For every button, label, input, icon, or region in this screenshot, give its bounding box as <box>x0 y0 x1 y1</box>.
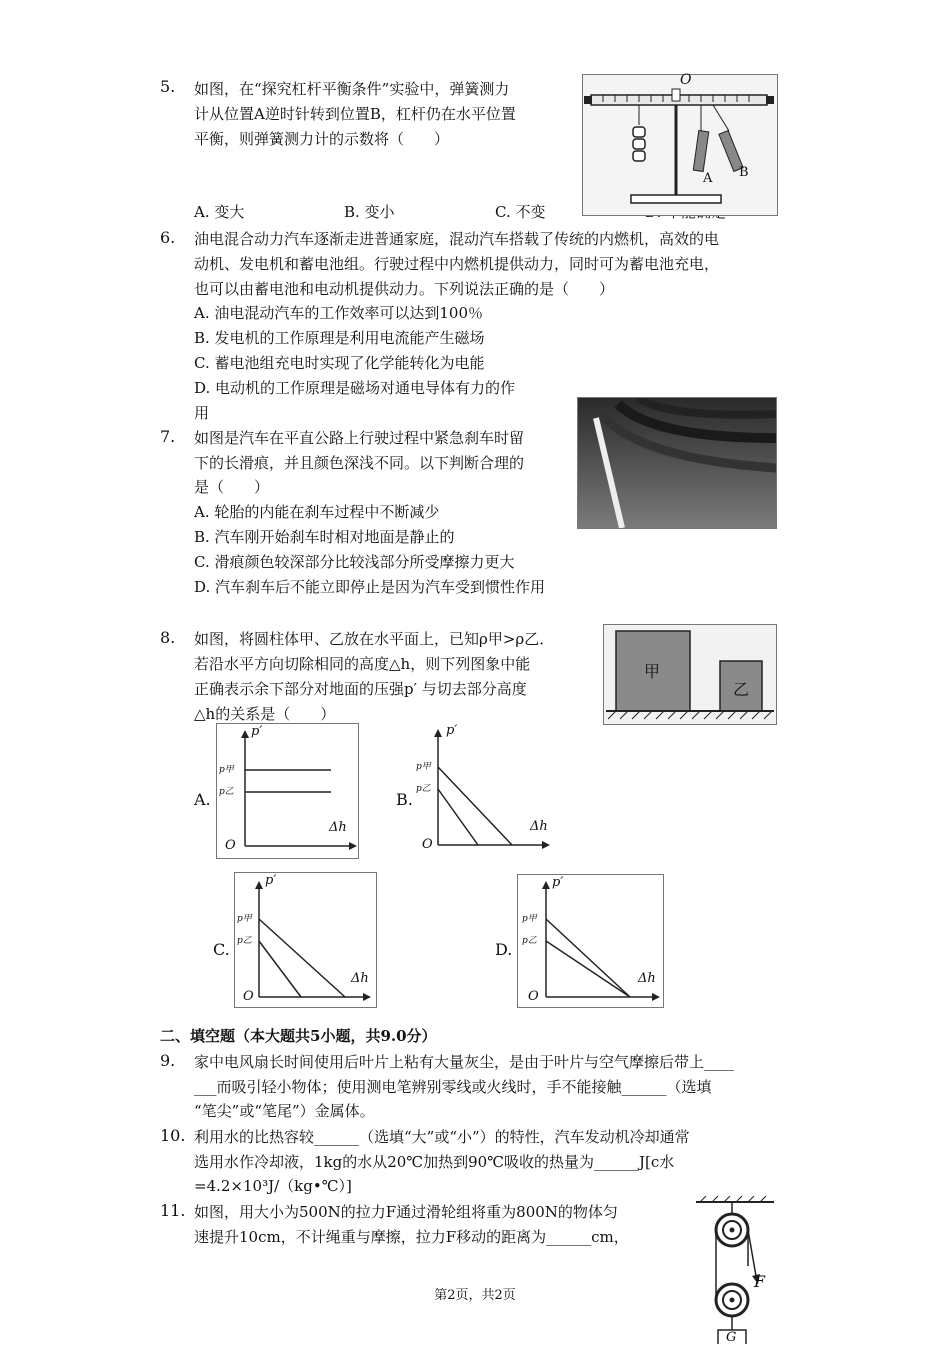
graph-a <box>216 723 359 859</box>
lever-figure <box>582 74 778 216</box>
q6-line-3: 也可以由蓄电池和电动机提供动力。下列说法正确的是（ ） <box>194 280 615 298</box>
pulley-label-f: F <box>754 1272 766 1291</box>
q7-line-1: 如图是汽车在平直公路上行驶过程中紧急刹车时留 <box>194 429 525 447</box>
q7-option-a: A. 轮胎的内能在刹车过程中不断减少 <box>194 503 440 521</box>
graph-a-label: A. <box>194 790 211 809</box>
q10-line-3: =4.2×10³J/（kg•℃）] <box>194 1177 352 1195</box>
graph-c <box>234 872 377 1008</box>
block-label-jia: 甲 <box>644 662 661 681</box>
graph-d-y-label: p′ <box>552 875 564 890</box>
q8-line-3: 正确表示余下部分对地面的压强p′ 与切去部分高度 <box>194 680 527 698</box>
graph-b-y-label: p′ <box>446 723 458 738</box>
graph-c-pyi: p乙 <box>237 936 252 946</box>
cylinders-figure <box>603 624 777 725</box>
lever-label-b: B <box>739 165 749 180</box>
q11-line-1: 如图，用大小为500N的拉力F通过滑轮组将重为800N的物体匀 <box>194 1203 618 1221</box>
graph-d-x-label: Δh <box>638 971 656 986</box>
graph-d <box>517 874 664 1008</box>
q5-line-2: 计从位置A逆时针转到位置B，杠杆仍在水平位置 <box>194 105 516 123</box>
graph-a-pjia: p甲 <box>219 765 234 775</box>
q6-line-2: 动机、发电机和蓄电池组。行驶过程中内燃机提供动力，同时可为蓄电池充电， <box>194 255 720 273</box>
q6-option-a: A. 油电混动汽车的工作效率可以达到100％ <box>194 304 484 322</box>
q9-line-2: ___而吸引轻小物体；使用测电笔辨别零线或火线时，手不能接触______（选填 <box>194 1078 712 1096</box>
lever-label-a: A <box>703 171 713 186</box>
graph-b-x-label: Δh <box>530 819 548 834</box>
block-label-yi: 乙 <box>733 680 750 699</box>
graph-b-label: B. <box>396 790 413 809</box>
q10-line-2: 选用水作冷却液，1kg的水从20℃加热到90℃吸收的热量为______J[c水 <box>194 1153 675 1171</box>
q8-line-2: 若沿水平方向切除相同的高度△h，则下列图象中能 <box>194 655 531 673</box>
q7-option-b: B. 汽车刚开始刹车时相对地面是静止的 <box>194 528 455 546</box>
graph-d-pyi: p乙 <box>522 936 537 946</box>
q7-line-3: 是（ ） <box>194 478 270 496</box>
graph-d-origin: O <box>528 989 539 1004</box>
graph-a-x-label: Δh <box>329 820 347 835</box>
q5-option-c: C. 不变 <box>495 203 546 221</box>
graph-c-label: C. <box>213 940 230 959</box>
q8-line-1: 如图，将圆柱体甲、乙放在水平面上，已知ρ甲>ρ乙． <box>194 630 555 648</box>
q6-option-c: C. 蓄电池组充电时实现了化学能转化为电能 <box>194 354 485 372</box>
q7-option-d: D. 汽车刹车后不能立即停止是因为汽车受到惯性作用 <box>194 578 546 596</box>
q6-number: 6. <box>160 228 176 247</box>
q6-option-b: B. 发电机的工作原理是利用电流能产生磁场 <box>194 329 485 347</box>
graph-b-pjia: p甲 <box>416 762 431 772</box>
q5-line-1: 如图，在“探究杠杆平衡条件”实验中，弹簧测力 <box>194 80 510 98</box>
q5-line-3: 平衡，则弹簧测力计的示数将（ ） <box>194 130 450 148</box>
q10-line-1: 利用水的比热容较______（选填“大”或“小”）的特性，汽车发动机冷却通常 <box>194 1128 690 1146</box>
graph-a-pyi: p乙 <box>219 787 234 797</box>
q6-option-d: D. 电动机的工作原理是磁场对通电导体有力的作 <box>194 379 516 397</box>
page-footer: 第2页，共2页 <box>434 1288 516 1303</box>
q5-number: 5. <box>160 77 176 96</box>
q5-option-a: A. 变大 <box>194 203 245 221</box>
q11-line-2: 速提升10cm，不计绳重与摩擦，拉力F移动的距离为______cm， <box>194 1228 629 1246</box>
pulley-label-g: G <box>726 1330 737 1345</box>
graph-c-origin: O <box>243 989 254 1004</box>
q7-option-c: C. 滑痕颜色较深部分比较浅部分所受摩擦力更大 <box>194 553 515 571</box>
q6-line-1: 油电混合动力汽车逐渐走进普通家庭，混动汽车搭载了传统的内燃机，高效的电 <box>194 230 720 248</box>
pulley-figure <box>690 1196 780 1344</box>
q8-number: 8. <box>160 628 176 647</box>
q6-option-d-cont: 用 <box>194 404 210 422</box>
q9-line-3: “笔尖”或“笔尾”）金属体。 <box>194 1102 375 1120</box>
graph-a-y-label: p′ <box>251 724 263 739</box>
section-2-heading: 二、填空题（本大题共5小题，共9.0分） <box>160 1027 437 1045</box>
q8-line-4: △h的关系是（ ） <box>194 705 336 723</box>
graph-b-origin: O <box>422 837 433 852</box>
graph-b-pyi: p乙 <box>416 784 431 794</box>
graph-d-label: D. <box>495 940 513 959</box>
q5-option-b: B. 变小 <box>344 203 395 221</box>
q7-number: 7. <box>160 427 176 446</box>
q7-line-2: 下的长滑痕，并且颜色深浅不同。以下判断合理的 <box>194 454 525 472</box>
lever-label-o: O <box>680 72 692 88</box>
graph-c-pjia: p甲 <box>237 914 252 924</box>
skid-marks-photo <box>577 397 777 529</box>
graph-b <box>416 723 557 857</box>
graph-d-pjia: p甲 <box>522 914 537 924</box>
q9-line-1: 家中电风扇长时间使用后叶片上粘有大量灰尘，是由于叶片与空气摩擦后带上____ <box>194 1053 735 1071</box>
q10-number: 10. <box>160 1126 186 1145</box>
q9-number: 9. <box>160 1051 176 1070</box>
graph-c-x-label: Δh <box>351 971 369 986</box>
graph-c-y-label: p′ <box>265 873 277 888</box>
q11-number: 11. <box>160 1201 186 1220</box>
graph-a-origin: O <box>225 838 236 853</box>
